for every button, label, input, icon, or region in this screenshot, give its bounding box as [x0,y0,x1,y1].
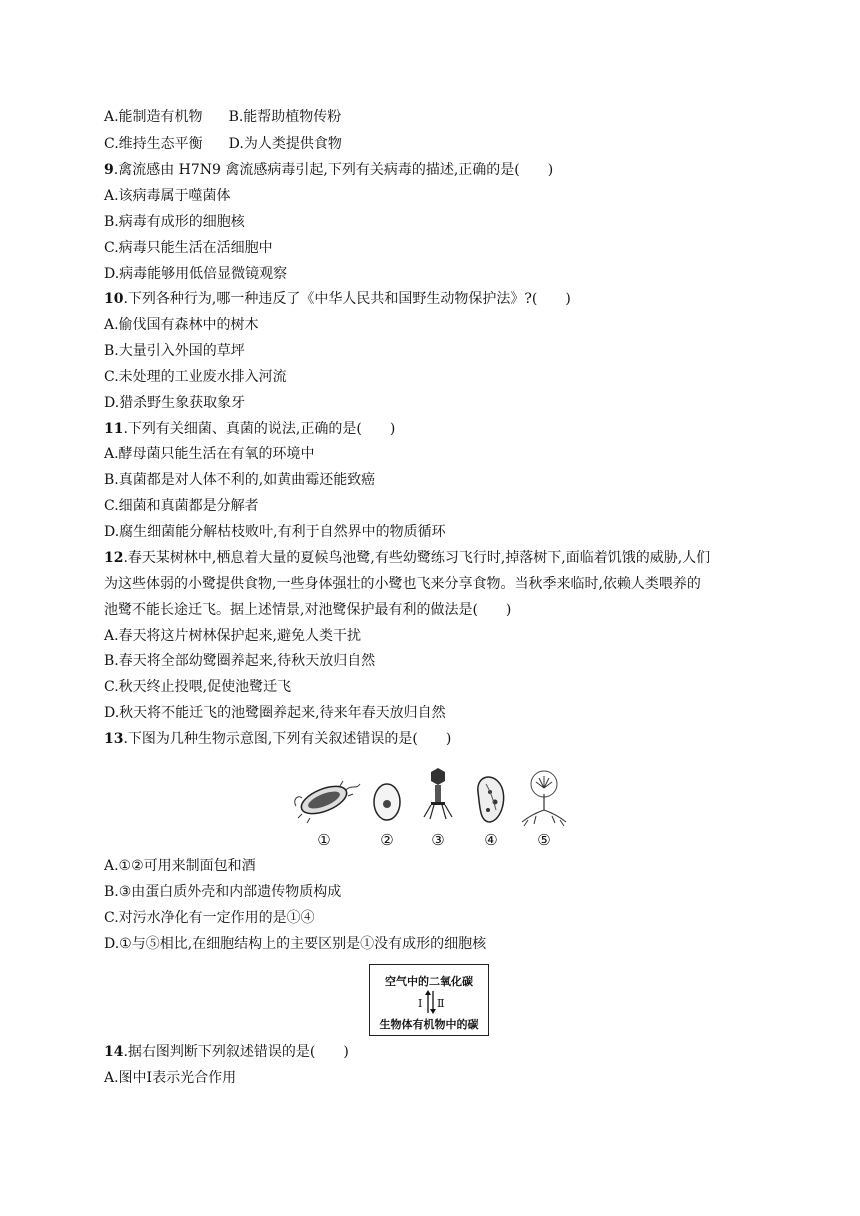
answer-option [104,1068,236,1088]
question-number: 14 [104,1044,124,1060]
answer-option [104,212,245,232]
organism-number-label: ② [380,831,394,849]
line-text: A.图中Ⅰ表示光合作用 [104,1070,237,1086]
line-text: C.病毒只能生活在活细胞中 [104,240,273,256]
line-text: C.对污水净化有一定作用的是①④ [104,910,315,926]
organism-number-label: ④ [484,831,498,849]
line-text-extra: D.为人类提供食物 [228,136,342,152]
cycle-top-label: 空气中的二氧化碳 [385,975,473,988]
answer-option [104,522,446,542]
answer-option [104,393,245,413]
line-text: A.①②可用来制面包和酒 [104,858,256,874]
answer-option [104,264,287,284]
line-text-extra: B.能帮助植物传粉 [228,109,342,125]
cycle-arrows [408,989,452,1015]
question-number: 13 [104,731,124,747]
question-stem [104,289,571,309]
answer-option [104,341,245,361]
answer-option [104,703,446,723]
question-stem [104,729,451,749]
answer-option [104,238,273,258]
answer-option [104,677,291,697]
question-stem [104,1042,349,1062]
line-text: D.秋天将不能迁飞的池鹭圈养起来,待来年春天放归自然 [104,705,446,721]
line-text: 为这些体弱的小鹭提供食物,一些身体强壮的小鹭也飞来分享食物。当秋季来临时,依赖人类喂养的 [104,576,701,592]
line-text: C.秋天终止投喂,促使池鹭迁飞 [104,679,292,695]
answer-option [104,367,287,387]
answer-option [104,626,361,646]
answer-option [104,600,511,620]
answer-option [104,908,315,928]
line-text: .禽流感由 H7N9 禽流感病毒引起,下列有关病毒的描述,正确的是( ) [113,162,554,178]
line-text: D.①与⑤相比,在细胞结构上的主要区别是①没有成形的细胞核 [104,936,487,952]
line-text: 池鹭不能长途迁飞。据上述情景,对池鹭保护最有利的做法是( ) [104,602,512,618]
line-text: D.猎杀野生象获取象牙 [104,395,246,411]
line-text: B.春天将全部幼鹭圈养起来,待秋天放归自然 [104,653,376,669]
question-stem [104,160,553,180]
line-text: B.真菌都是对人体不利的,如黄曲霉还能致癌 [104,472,376,488]
line-text: .春天某树林中,栖息着大量的夏候鸟池鹭,有些幼鹭练习飞行时,掉落树下,面临着饥饿的威胁,人们 [123,550,711,566]
line-text: .下列各种行为,哪一种违反了《中华人民共和国野生动物保护法》?( ) [123,291,571,307]
cycle-bottom-label: 生物体有机物中的碳 [379,1018,479,1031]
answer-option [104,651,375,671]
question-stem [104,419,395,439]
organisms-figure [290,764,580,852]
line-text: .下列有关细菌、真菌的说法,正确的是( ) [123,421,396,437]
answer-option [104,574,701,594]
organism-number-label: ① [317,831,331,849]
question-number: 12 [104,550,124,566]
answer-option [104,315,259,335]
carbon-cycle-diagram [369,964,489,1036]
paramecium-icon [478,777,504,822]
organism-number-label: ③ [431,831,445,849]
yeast-icon [374,784,400,820]
answer-option [104,444,315,464]
line-text: D.腐生细菌能分解枯枝败叶,有利于自然界中的物质循环 [104,524,446,540]
line-text: .据右图判断下列叙述错误的是( ) [123,1044,349,1060]
answer-option [104,856,256,876]
answer-option [104,186,231,206]
organism-number-label: ⑤ [537,831,551,849]
arrow-label-2: Ⅱ [437,997,445,1010]
line-text: C.未处理的工业废水排入河流 [104,369,287,385]
line-text: C.细菌和真菌都是分解者 [104,498,259,514]
line-text: A.酵母菌只能生活在有氧的环境中 [104,446,315,462]
arrow-label-1: Ⅰ [418,997,423,1010]
bacterium-icon [295,781,360,823]
line-text: C.维持生态平衡 [104,136,203,152]
line-text: B.大量引入外国的草坪 [104,343,245,359]
answer-option [104,134,342,154]
line-text: B.③由蛋白质外壳和内部遗传物质构成 [104,884,342,900]
line-text: D.病毒能够用低倍显微镜观察 [104,266,288,282]
answer-option [104,470,375,490]
bacteriophage-icon [424,768,452,819]
answer-option [104,107,341,127]
answer-option [104,882,341,902]
question-number: 11 [104,421,124,437]
answer-option [104,934,486,954]
line-text: A.偷伐国有森林中的树木 [104,317,259,333]
question-number: 10 [104,291,124,307]
line-text: A.该病毒属于噬菌体 [104,188,231,204]
line-text: B.病毒有成形的细胞核 [104,214,245,230]
line-text: A.春天将这片树林保护起来,避免人类干扰 [104,628,362,644]
line-text: A.能制造有机物 [104,109,203,125]
mold-icon [522,771,566,826]
question-number: 9 [104,162,114,178]
line-text: .下图为几种生物示意图,下列有关叙述错误的是( ) [123,731,452,747]
answer-option [104,496,259,516]
question-stem [104,548,710,568]
